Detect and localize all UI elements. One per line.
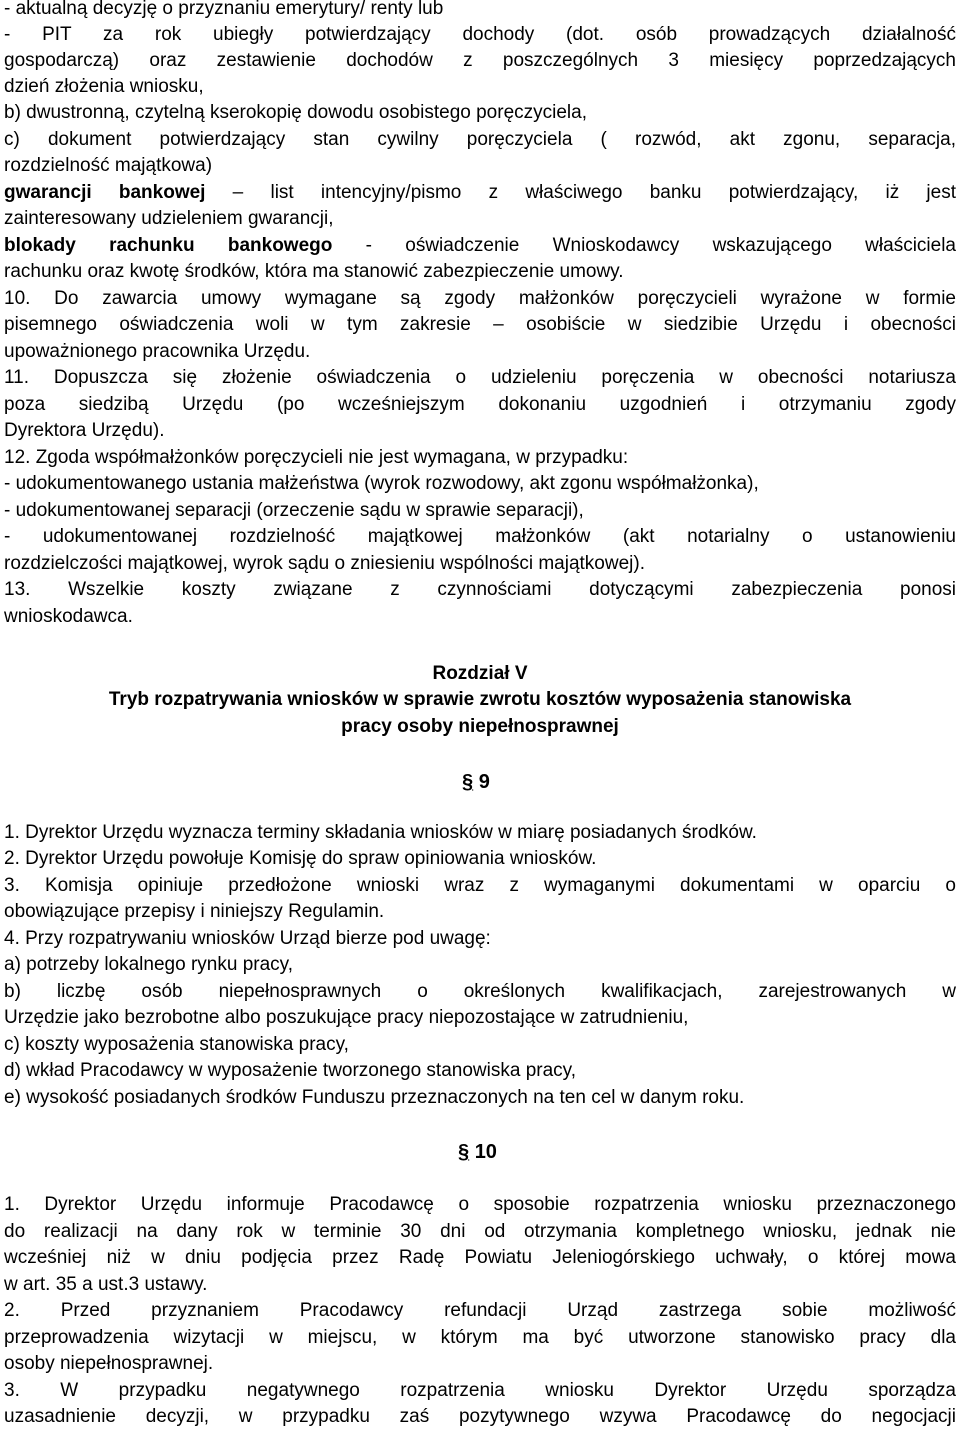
bold-term: blokady rachunku bankowego xyxy=(4,235,333,256)
text-line: Dyrektora Urzędu). xyxy=(4,420,165,441)
text-line: 11. Dopuszcza się złożenie oświadczenia o udzieleniu poręczenia w obecności notariusza xyxy=(4,367,956,388)
text-line: c) dokument potwierdzający stan cywilny poręczyciela ( rozwód, akt zgonu, separacja, xyxy=(4,129,956,150)
text-line: - udokumentowanej separacji (orzeczenie sądu w sprawie separacji), xyxy=(4,500,584,521)
text-line: pisemnego oświadczenia woli w tym zakresie – osobiście w siedzibie Urzędu i obecności xyxy=(4,314,956,335)
text-line: uzasadnienie decyzji, w przypadku zaś pozytywnego wzywa Pracodawcę do negocjacji xyxy=(4,1406,956,1427)
section-heading-10 xyxy=(458,1139,497,1165)
section-symbol: § xyxy=(458,1141,470,1163)
text-line: poza siedzibą Urzędu (po wcześniejszym dokonaniu uzgodnień i otrzymaniu zgody xyxy=(4,394,956,415)
text-line: a) potrzeby lokalnego rynku pracy, xyxy=(4,954,294,975)
section-number: 9 xyxy=(478,771,490,793)
text-line: 2. Dyrektor Urzędu powołuje Komisję do spraw opiniowania wniosków. xyxy=(4,848,597,869)
text-line: rachunku oraz kwotę środków, która ma stanowić zabezpieczenie umowy. xyxy=(4,261,624,282)
text-line: - aktualną decyzję o przyznaniu emerytury/ renty lub xyxy=(4,0,444,19)
section-symbol: § xyxy=(462,771,474,793)
text-line: osoby niepełnosprawnej. xyxy=(4,1353,214,1374)
text-line: blokady rachunku bankowego - oświadczenie Wnioskodawcy wskazującego właściciela xyxy=(4,235,956,256)
bold-term: gwarancji bankowej xyxy=(4,182,206,203)
text-line: zainteresowany udzieleniem gwarancji, xyxy=(4,208,334,229)
text-line: 4. Przy rozpatrywaniu wniosków Urząd bierze pod uwagę: xyxy=(4,928,491,949)
text-line: b) liczbę osób niepełnosprawnych o określonych kwalifikacjach, zarejestrowanych w xyxy=(4,981,956,1002)
text-line: e) wysokość posiadanych środków Funduszu przeznaczonych na ten cel w danym roku. xyxy=(4,1087,745,1108)
text-line: 10. Do zawarcia umowy wymagane są zgody małżonków poręczycieli wyrażone w formie xyxy=(4,288,956,309)
text-line: 12. Zgoda współmałżonków poręczycieli nie jest wymagana, w przypadku: xyxy=(4,447,629,468)
text-line: 3. W przypadku negatywnego rozpatrzenia wniosku Dyrektor Urzędu sporządza xyxy=(4,1380,956,1401)
text-line: rozdzielczości majątkowej, wyrok sądu o zniesieniu wspólności majątkowej). xyxy=(4,553,645,574)
text-line: przeprowadzenia wizytacji w miejscu, w którym ma być utworzone stanowisko pracy dla xyxy=(4,1327,956,1348)
text-line: 1. Dyrektor Urzędu wyznacza terminy składania wniosków w miarę posiadanych środków. xyxy=(4,822,757,843)
text-line: 13. Wszelkie koszty związane z czynnościami dotyczącymi zabezpieczenia ponosi xyxy=(4,579,956,600)
text-line: do realizacji na dany rok w terminie 30 dni od otrzymania kompletnego wniosku, jednak nie xyxy=(4,1221,956,1242)
text-line: gospodarczą) oraz zestawienie dochodów z poszczególnych 3 miesięcy poprzedzających xyxy=(4,50,956,71)
chapter-title: Tryb rozpatrywania wniosków w sprawie zwrotu kosztów wyposażenia stanowiska xyxy=(108,689,852,710)
text-line: dzień złożenia wniosku, xyxy=(4,76,204,97)
text-line: - udokumentowanego ustania małżeństwa (wyrok rozwodowy, akt zgonu współmałżonka), xyxy=(4,473,759,494)
text-line: upoważnionego pracownika Urzędu. xyxy=(4,341,311,362)
text-line: - udokumentowanej rozdzielność majątkowej małżonków (akt notarialny o ustanowieniu xyxy=(4,526,956,547)
chapter-title: pracy osoby niepełnosprawnej xyxy=(341,716,619,737)
text-line: w art. 35 a ust.3 ustawy. xyxy=(4,1274,208,1295)
text-line: gwarancji bankowej – list intencyjny/pismo z właściwego banku potwierdzający, iż jest xyxy=(4,182,956,203)
text-line: Urzędzie jako bezrobotne albo poszukujące pracy niepozostające w zatrudnieniu, xyxy=(4,1007,689,1028)
text-line: rozdzielność majątkowa) xyxy=(4,155,213,176)
text-line: obowiązujące przepisy i niniejszy Regulamin. xyxy=(4,901,385,922)
text-line: b) dwustronną, czytelną kserokopię dowodu osobistego poręczyciela, xyxy=(4,102,587,123)
chapter-heading: Rozdział V xyxy=(432,663,528,684)
section-number: 10 xyxy=(474,1141,497,1163)
text-line: c) koszty wyposażenia stanowiska pracy, xyxy=(4,1034,349,1055)
text-line: 3. Komisja opiniuje przedłożone wnioski wraz z wymaganymi dokumentami w oparciu o xyxy=(4,875,956,896)
text-line: - PIT za rok ubiegły potwierdzający dochody (dot. osób prowadzących działalność xyxy=(4,24,956,45)
text-line: 2. Przed przyznaniem Pracodawcy refundacji Urząd zastrzega sobie możliwość xyxy=(4,1300,956,1321)
text-line: wnioskodawca. xyxy=(4,606,133,627)
section-heading-9 xyxy=(462,769,490,795)
text-line: wcześniej niż w dniu podjęcia przez Radę Powiatu Jeleniogórskiego uchwały, o której mowa xyxy=(4,1247,956,1268)
text-line: 1. Dyrektor Urzędu informuje Pracodawcę o sposobie rozpatrzenia wniosku przeznaczonego xyxy=(4,1194,956,1215)
text-line: d) wkład Pracodawcy w wyposażenie tworzonego stanowiska pracy, xyxy=(4,1060,577,1081)
